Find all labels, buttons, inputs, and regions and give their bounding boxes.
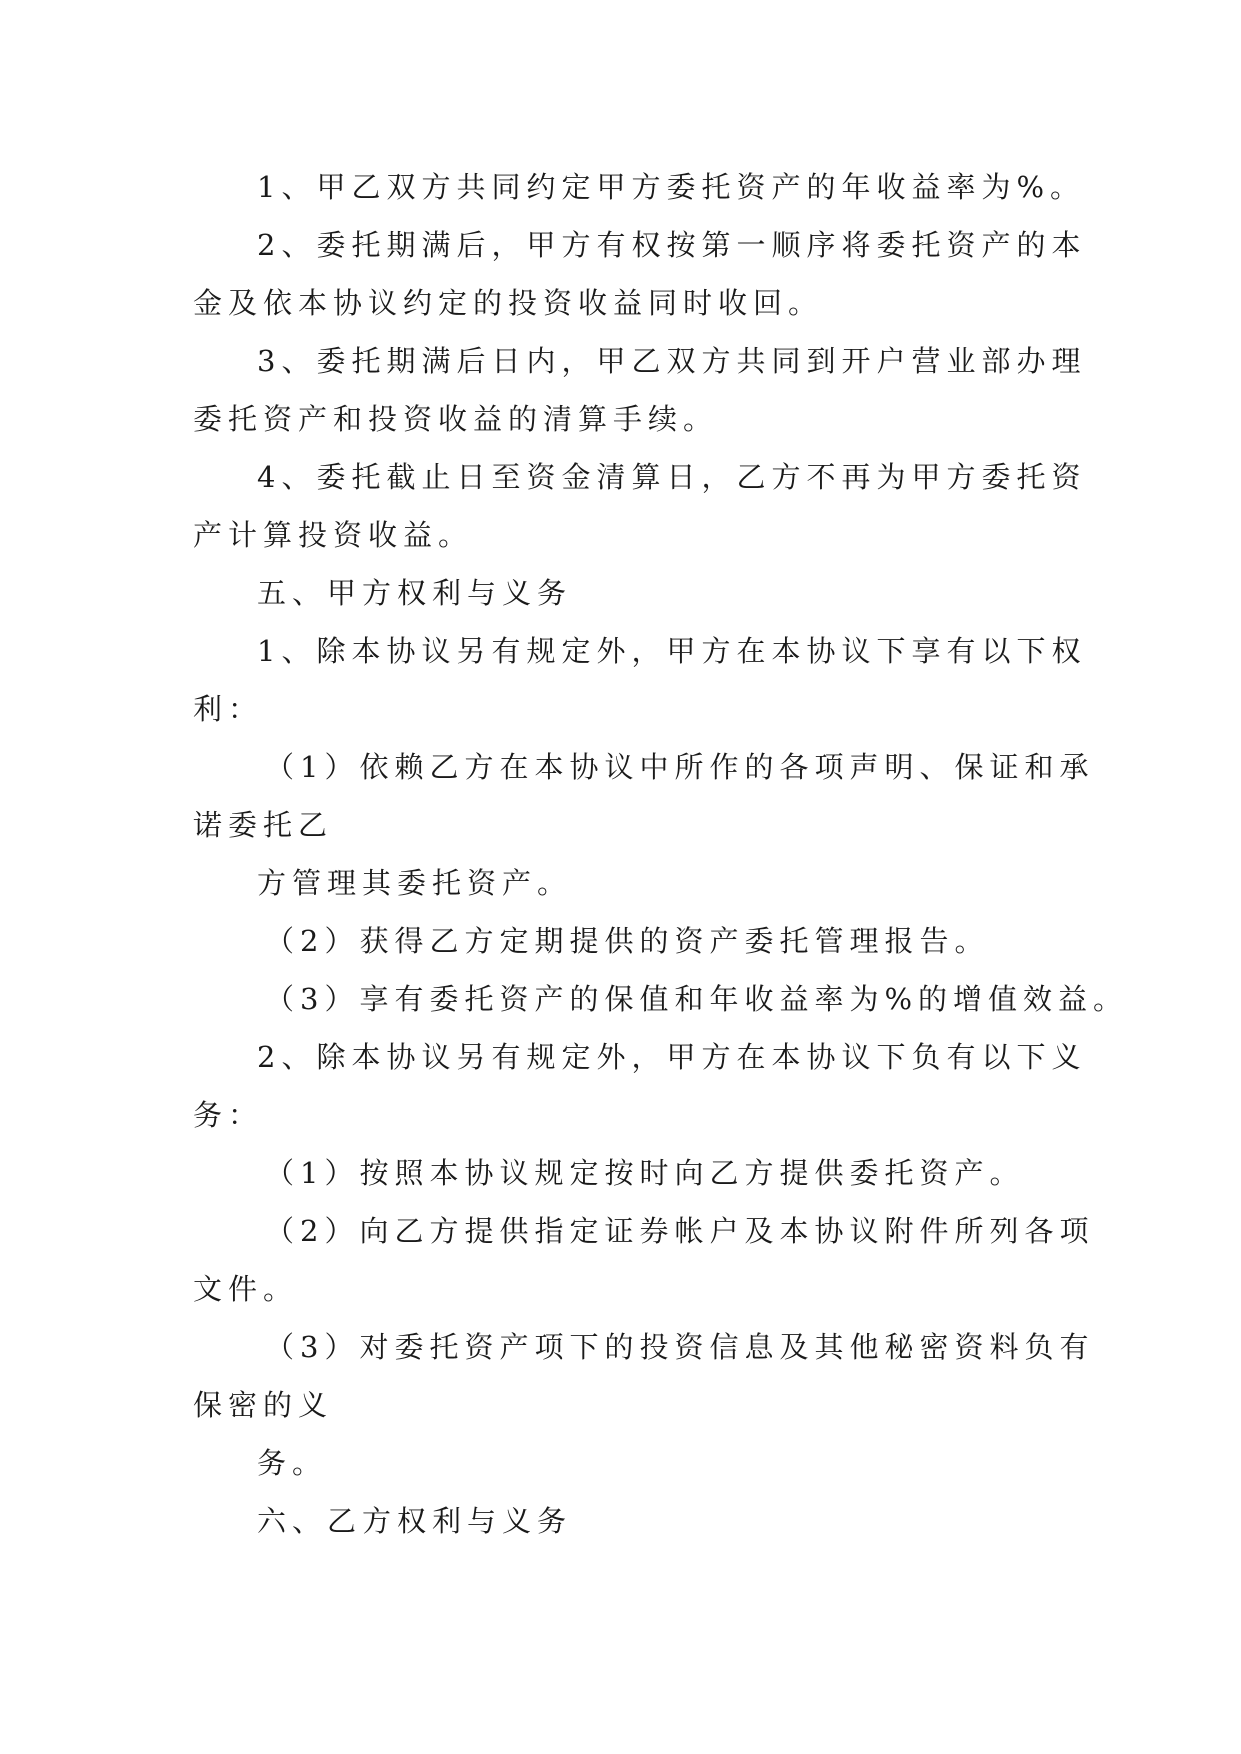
clause-line: 保密的义	[193, 1388, 334, 1422]
clause-line: 2、除本协议另有规定外，甲方在本协议下负有以下义	[257, 1040, 1087, 1074]
document-body	[193, 158, 1129, 1550]
clause-line: 委托资产和投资收益的清算手续。	[193, 402, 719, 436]
section-heading: 六、乙方权利与义务	[257, 1504, 573, 1538]
clause-line: 1、除本协议另有规定外，甲方在本协议下享有以下权	[257, 634, 1087, 668]
clause-line: （1）按照本协议规定按时向乙方提供委托资产。	[265, 1156, 1025, 1190]
clause-line: （2）获得乙方定期提供的资产委托管理报告。	[265, 924, 990, 958]
clause-line: （1）依赖乙方在本协议中所作的各项声明、保证和承	[265, 750, 1095, 784]
clause-line: 方管理其委托资产。	[257, 866, 573, 900]
clause-line: 2、委托期满后，甲方有权按第一顺序将委托资产的本	[257, 228, 1087, 262]
clause-line: 金及依本协议约定的投资收益同时收回。	[193, 286, 824, 320]
clause-line: 利：	[193, 692, 264, 726]
clause-line: 1、甲乙双方共同约定甲方委托资产的年收益率为%。	[257, 170, 1086, 204]
clause-line: （3）对委托资产项下的投资信息及其他秘密资料负有	[265, 1330, 1095, 1364]
clause-line: 文件。	[193, 1272, 299, 1306]
clause-line: 务。	[257, 1446, 328, 1480]
clause-line: 4、委托截止日至资金清算日，乙方不再为甲方委托资	[257, 460, 1087, 494]
section-heading: 五、甲方权利与义务	[257, 576, 573, 610]
clause-line: （2）向乙方提供指定证券帐户及本协议附件所列各项	[265, 1214, 1095, 1248]
clause-line: （3）享有委托资产的保值和年收益率为%的增值效益。	[265, 982, 1129, 1016]
clause-line: 3、委托期满后日内，甲乙双方共同到开户营业部办理	[257, 344, 1087, 378]
clause-line: 务：	[193, 1098, 264, 1132]
clause-line: 产计算投资收益。	[193, 518, 474, 552]
clause-line: 诺委托乙	[193, 808, 334, 842]
